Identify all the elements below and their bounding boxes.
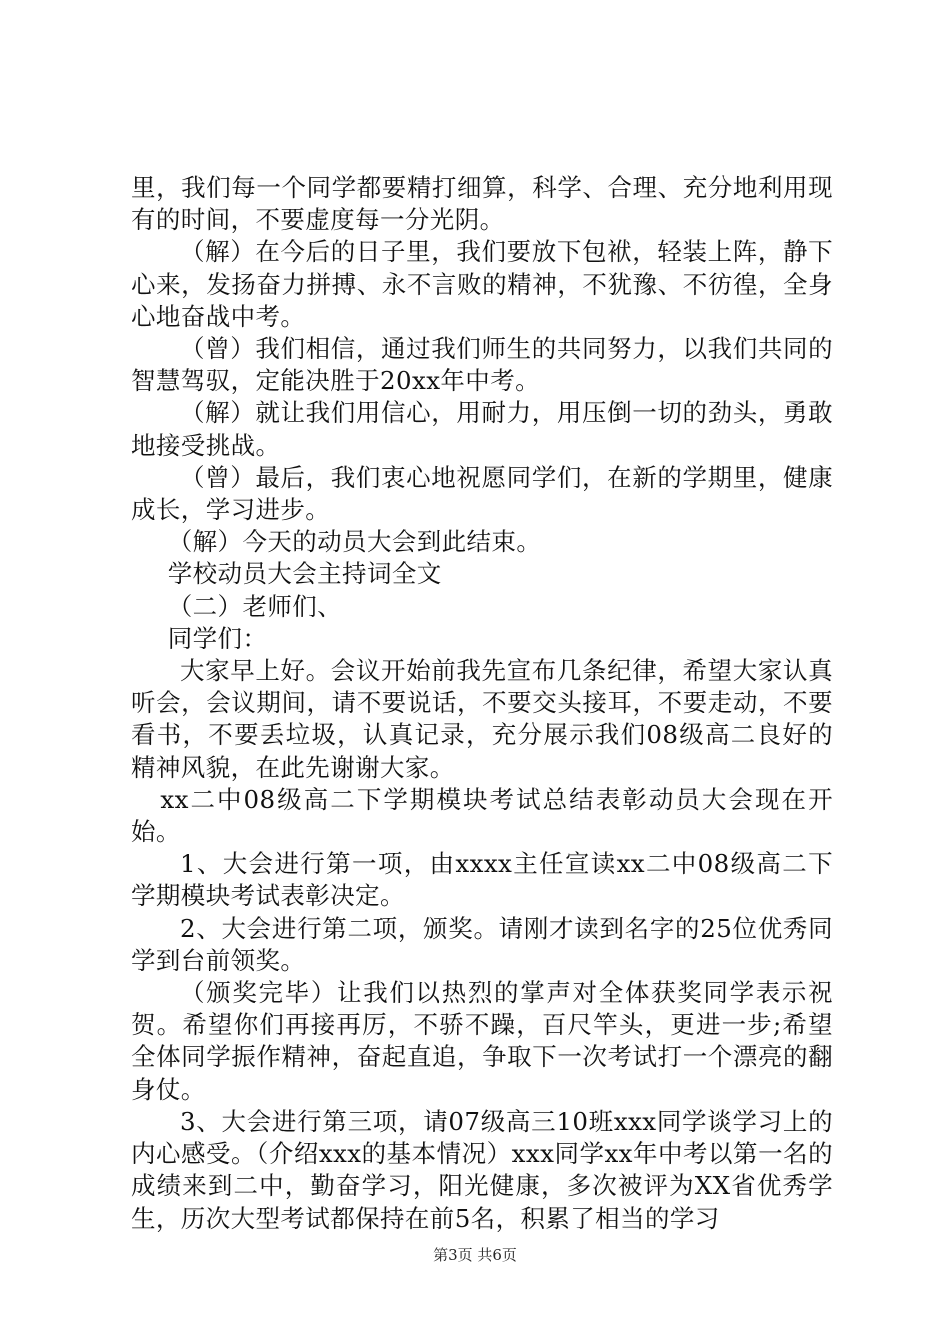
paragraph-item-1: 1、大会进行第一项，由xxxx主任宣读xx二中08级高二下学期模块考试表彰决定。 bbox=[131, 849, 833, 911]
salutation-students: 同学们： bbox=[167, 623, 268, 653]
paragraph-2: （解）在今后的日子里，我们要放下包袱，轻装上阵，静下心来，发扬奋力拼搏、永不言败的精神，不犹豫、不彷徨，全身心地奋战中考。 bbox=[131, 237, 833, 331]
page-number-footer: 第3页 共6页 bbox=[433, 1246, 517, 1264]
section-heading: 学校动员大会主持词全文 bbox=[167, 559, 442, 589]
paragraph-4: （解）就让我们用信心，用耐力，用压倒一切的劲头，勇敢地接受挑战。 bbox=[131, 398, 833, 460]
paragraph-awards: （颁奖完毕）让我们以热烈的掌声对全体获奖同学表示祝贺。希望你们再接再厉，不骄不躁，百尺竿头，更进一步;希望全体同学振作精神，奋起直追，争取下一次考试打一个漂亮的翻身仗。 bbox=[131, 978, 833, 1104]
document-body bbox=[131, 172, 833, 1235]
paragraph-greeting: 大家早上好。会议开始前我先宣布几条纪律，希望大家认真听会，会议期间，请不要说话，不要交头接耳，不要走动，不要看书，不要丢垃圾，认真记录，充分展示我们08级高二良好的精神风貌，在此先谢谢大家。 bbox=[131, 656, 833, 782]
paragraph-3: （曾）我们相信，通过我们师生的共同努力，以我们共同的智慧驾驭，定能决胜于20xx年中考。 bbox=[131, 334, 833, 396]
salutation-teachers: （二）老师们、 bbox=[167, 591, 343, 621]
paragraph-item-3: 3、大会进行第三项，请07级高三10班xxx同学谈学习上的内心感受。（介绍xxx的基本情况）xxx同学xx年中考以第一名的成绩来到二中，勤奋学习，阳光健康，多次被评为XX省优秀学生，历次大型考试都保持在前5名，积累了相当的学习 bbox=[131, 1106, 833, 1233]
paragraph-opening: xx二中08级高二下学期模块考试总结表彰动员大会现在开始。 bbox=[131, 784, 833, 847]
paragraph-5: （曾）最后，我们衷心地祝愿同学们，在新的学期里，健康成长，学习进步。 bbox=[131, 462, 833, 525]
paragraph-6: （解）今天的动员大会到此结束。 bbox=[167, 527, 542, 557]
paragraph-1: 里，我们每一个同学都要精打细算，科学、合理、充分地利用现有的时间，不要虚度每一分光阴。 bbox=[131, 173, 833, 235]
paragraph-item-2: 2、大会进行第二项，颁奖。请刚才读到名字的25位优秀同学到台前领奖。 bbox=[131, 913, 833, 975]
